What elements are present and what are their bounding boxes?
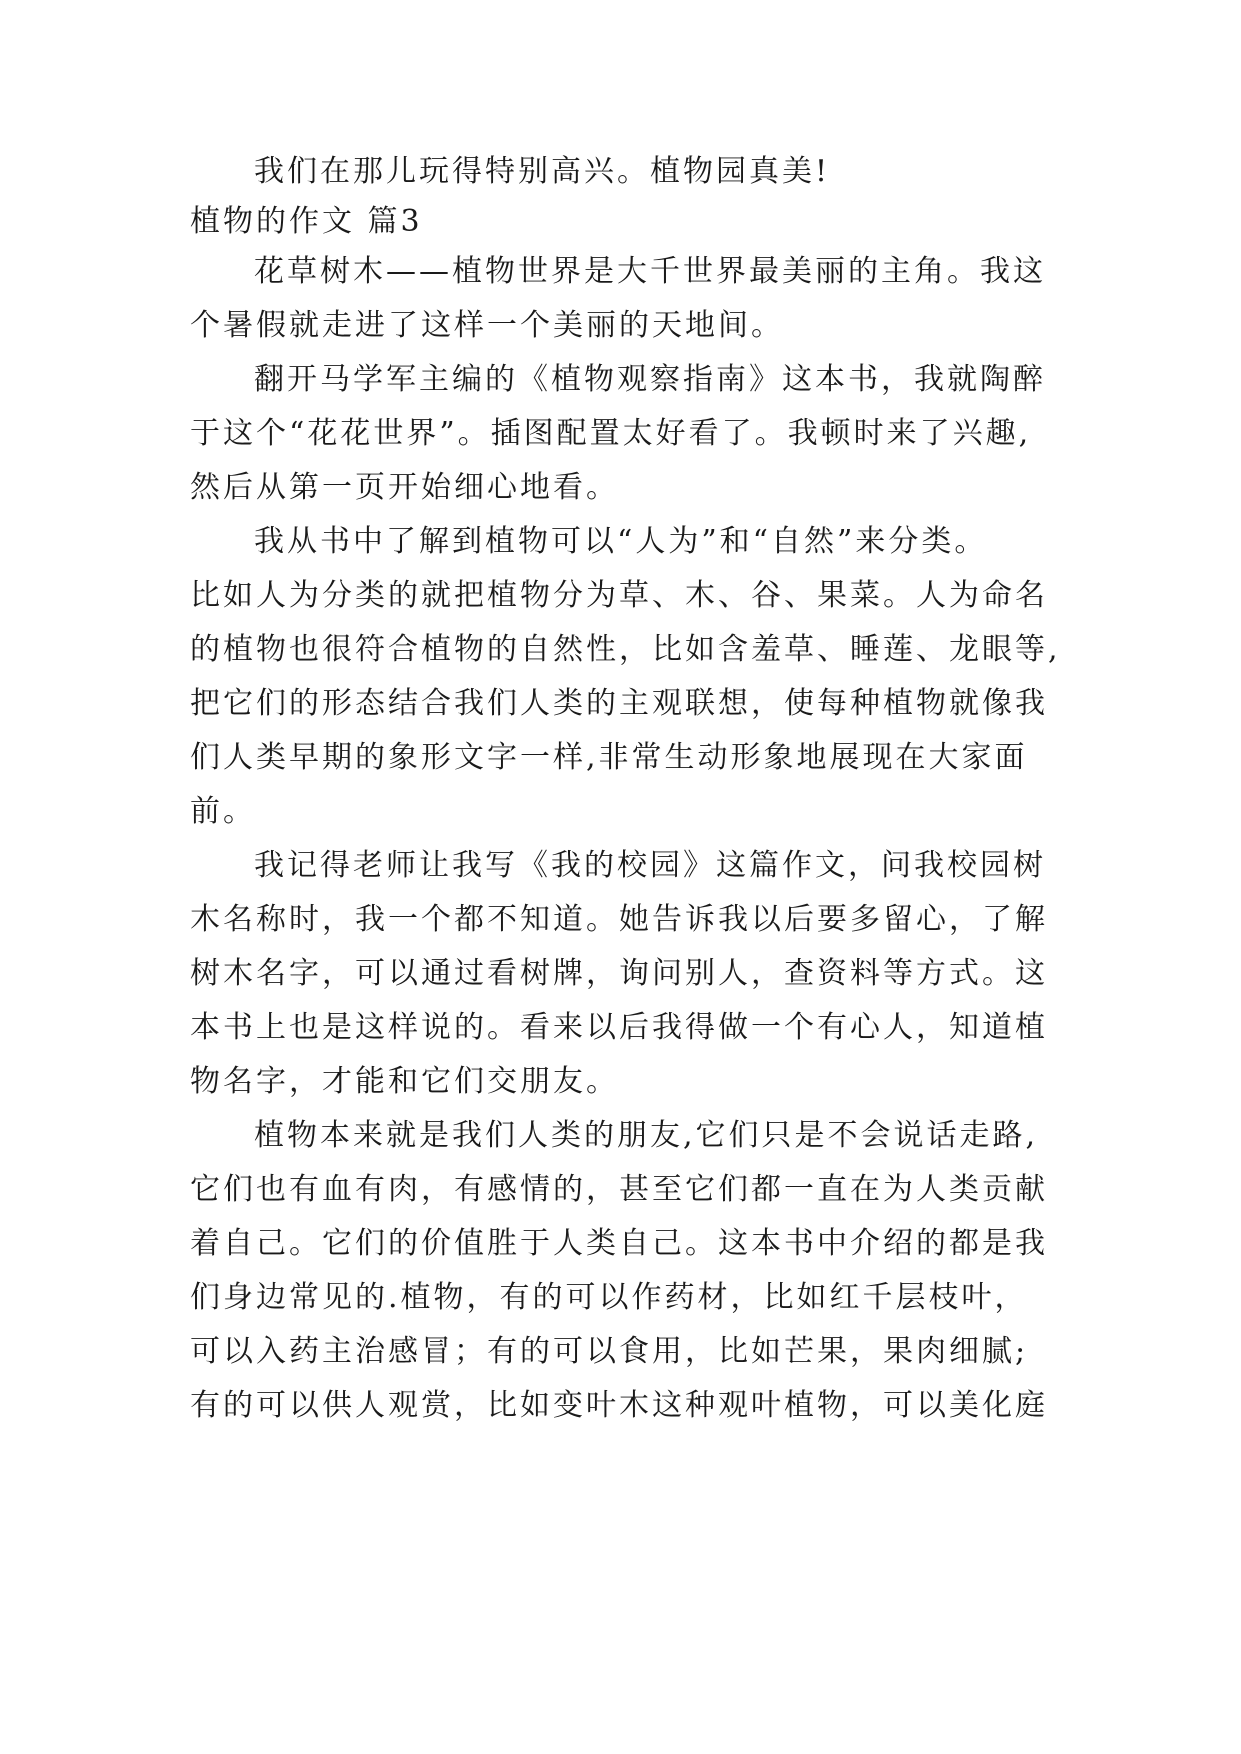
paragraph-line: 它们也有血有肉，有感情的，甚至它们都一直在为人类贡献 xyxy=(190,1172,1048,1207)
paragraph-line: 植物本来就是我们人类的朋友,它们只是不会说话走路, xyxy=(254,1118,1039,1153)
paragraph-line: 木名称时，我一个都不知道。她告诉我以后要多留心，了解 xyxy=(190,902,1048,937)
paragraph-line: 于这个“花花世界”。插图配置太好看了。我顿时来了兴趣, xyxy=(190,416,1032,451)
paragraph-line: 前。 xyxy=(190,794,256,829)
paragraph-line: 的植物也很符合植物的自然性，比如含羞草、睡莲、龙眼等, xyxy=(190,632,1061,667)
paragraph-line: 树木名字，可以通过看树牌，询问别人，查资料等方式。这 xyxy=(190,956,1048,991)
paragraph-line: 们人类早期的象形文字一样,非常生动形象地展现在大家面 xyxy=(190,740,1028,775)
paragraph-line: 们身边常见的.植物，有的可以作药材，比如红千层枝叶， xyxy=(190,1280,1028,1315)
paragraph-line: 我从书中了解到植物可以“人为”和“自然”来分类。 xyxy=(254,524,988,559)
section-heading: 植物的作文 篇3 xyxy=(190,204,423,239)
paragraph-line: 翻开马学军主编的《植物观察指南》这本书，我就陶醉 xyxy=(254,362,1046,397)
paragraph-line: 个暑假就走进了这样一个美丽的天地间。 xyxy=(190,308,784,343)
paragraph-line: 着自己。它们的价值胜于人类自己。这本书中介绍的都是我 xyxy=(190,1226,1048,1261)
paragraph-line: 花草树木——植物世界是大千世界最美丽的主角。我这 xyxy=(254,254,1046,289)
paragraph-line: 有的可以供人观赏，比如变叶木这种观叶植物，可以美化庭 xyxy=(190,1388,1048,1423)
paragraph-line: 可以入药主治感冒；有的可以食用，比如芒果，果肉细腻; xyxy=(190,1334,1029,1369)
paragraph-line: 本书上也是这样说的。看来以后我得做一个有心人，知道植 xyxy=(190,1010,1048,1045)
paragraph-line: 我记得老师让我写《我的校园》这篇作文，问我校园树 xyxy=(254,848,1046,883)
paragraph-line: 比如人为分类的就把植物分为草、木、谷、果菜。人为命名 xyxy=(190,578,1048,613)
paragraph-line: 物名字，才能和它们交朋友。 xyxy=(190,1064,619,1099)
paragraph-line: 我们在那儿玩得特别高兴。植物园真美! xyxy=(254,154,831,189)
paragraph-line: 把它们的形态结合我们人类的主观联想，使每种植物就像我 xyxy=(190,686,1048,721)
paragraph-line: 然后从第一页开始细心地看。 xyxy=(190,470,619,505)
